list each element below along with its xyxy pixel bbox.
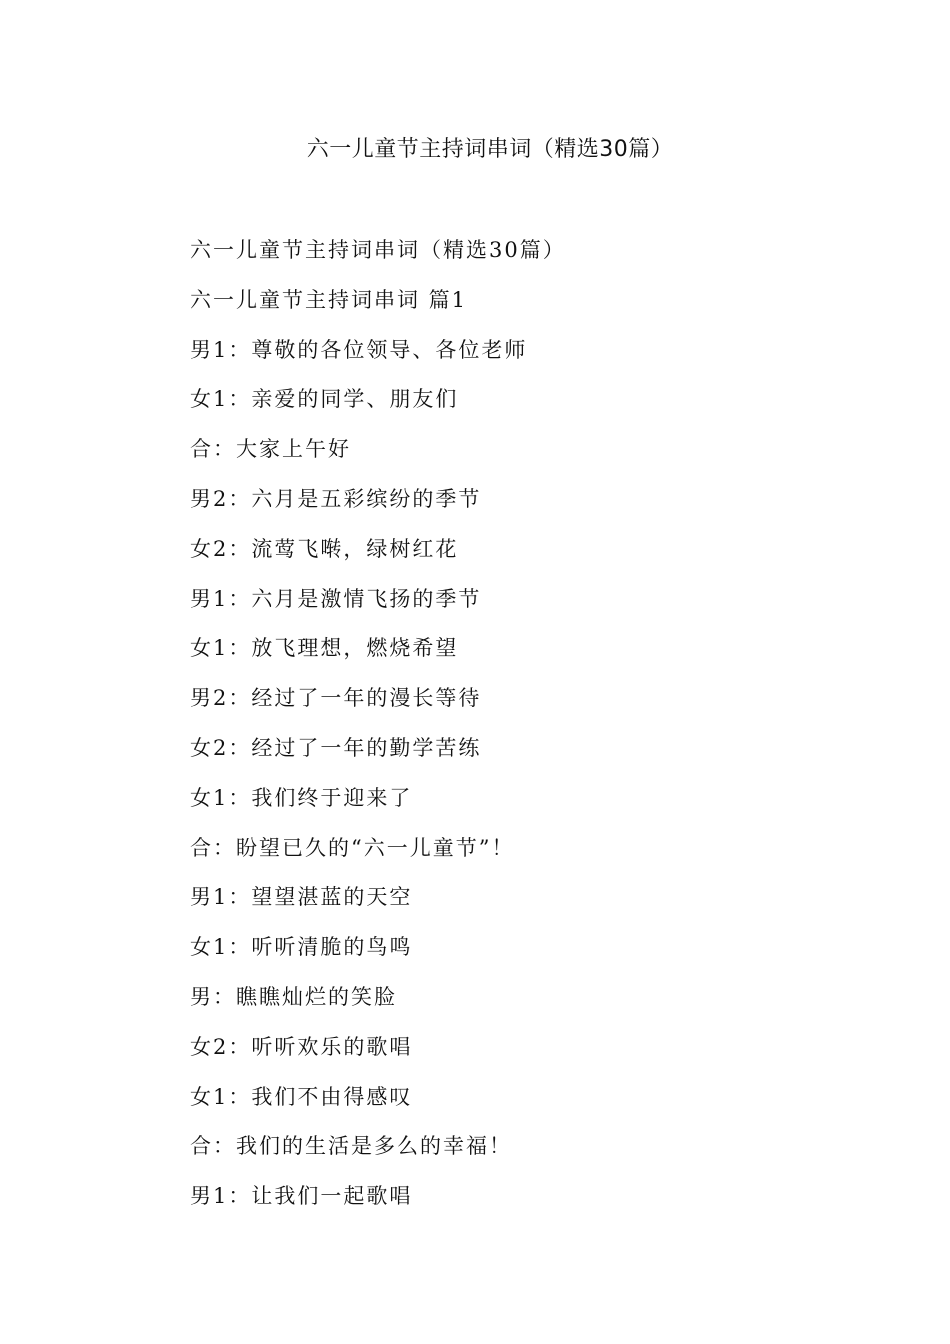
paragraph-line: 女2：听听欢乐的歌唱 [190, 1034, 413, 1059]
document-title: 六一儿童节主持词串词（精选30篇） [306, 137, 674, 162]
paragraph-line: 女1：我们终于迎来了 [190, 785, 413, 810]
paragraph-section-heading: 六一儿童节主持词串词 篇1 [190, 287, 468, 312]
paragraph-line: 合：我们的生活是多么的幸福！ [190, 1134, 512, 1159]
paragraph-line: 女2：流莺飞啭，绿树红花 [190, 536, 459, 561]
paragraph-line: 男1：望望湛蓝的天空 [190, 885, 413, 910]
paragraph-line: 男1：让我们一起歌唱 [190, 1184, 413, 1209]
paragraph-line: 女1：放飞理想，燃烧希望 [190, 636, 459, 661]
paragraph-line: 女2：经过了一年的勤学苦练 [190, 735, 482, 760]
document-body [190, 232, 890, 1228]
paragraph-line: 男：瞧瞧灿烂的笑脸 [190, 984, 397, 1009]
paragraph-subtitle: 六一儿童节主持词串词（精选30篇） [190, 238, 566, 262]
paragraph-line: 女1：听听清脆的鸟鸣 [190, 935, 413, 960]
paragraph-line: 合：盼望已久的“六一儿童节”！ [190, 835, 515, 860]
paragraph-line: 女1：亲爱的同学、朋友们 [190, 387, 459, 412]
paragraph-line: 合：大家上午好 [190, 437, 351, 462]
paragraph-line: 男1：六月是激情飞扬的季节 [190, 586, 482, 611]
paragraph-line: 男2：经过了一年的漫长等待 [190, 686, 482, 711]
paragraph-line: 男1：尊敬的各位领导、各位老师 [190, 337, 528, 362]
paragraph-line: 男2：六月是五彩缤纷的季节 [190, 486, 482, 511]
paragraph-line: 女1：我们不由得感叹 [190, 1084, 413, 1109]
